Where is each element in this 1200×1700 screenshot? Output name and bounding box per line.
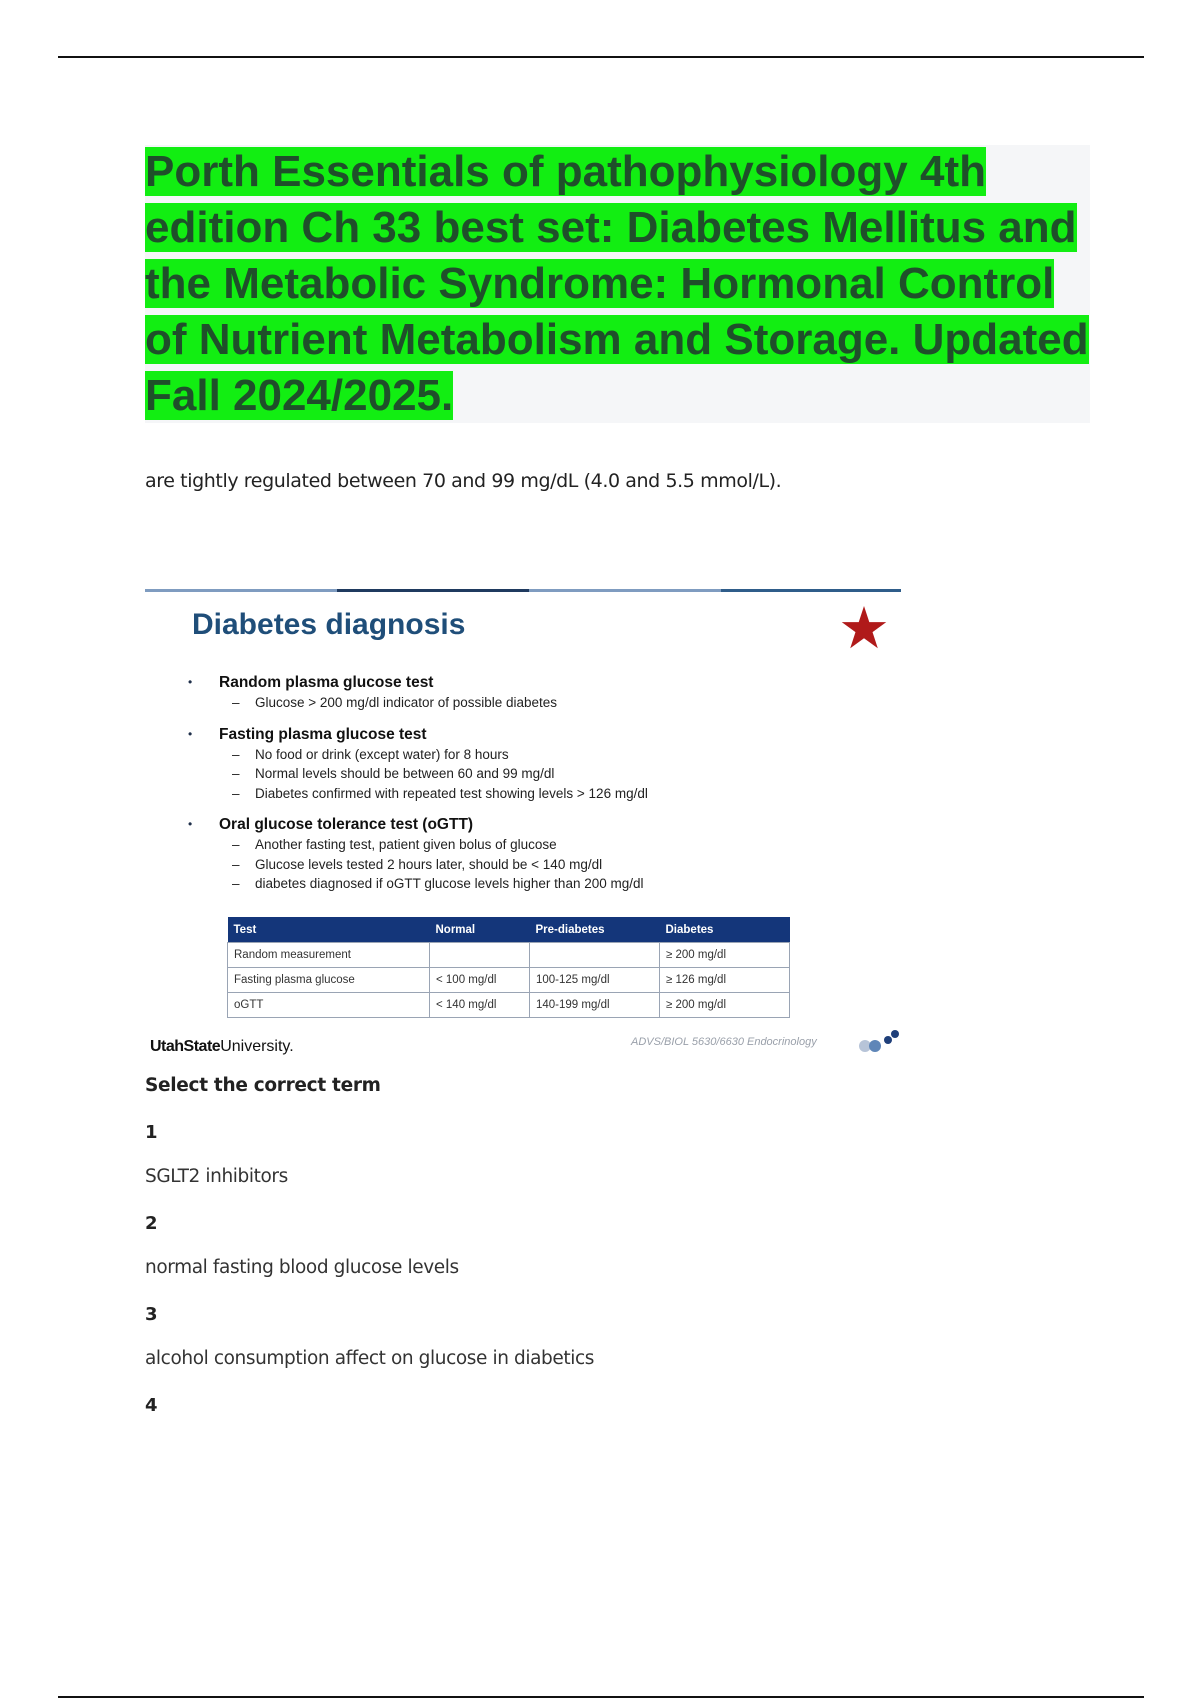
top-rule bbox=[58, 56, 1144, 58]
table-cell: ≥ 126 mg/dl bbox=[660, 968, 790, 993]
table-header: Normal bbox=[430, 917, 530, 943]
table-cell: ≥ 200 mg/dl bbox=[660, 993, 790, 1018]
table-cell: Random measurement bbox=[228, 943, 430, 968]
bullet-heading: Random plasma glucose test bbox=[219, 674, 434, 691]
table-cell: < 140 mg/dl bbox=[430, 993, 530, 1018]
slide-top-bar-segment bbox=[721, 589, 901, 592]
table-header: Diabetes bbox=[660, 917, 790, 943]
dots-logo-icon bbox=[855, 1028, 900, 1058]
bullet-heading: Oral glucose tolerance test (oGTT) bbox=[219, 816, 474, 833]
table-cell: Fasting plasma glucose bbox=[228, 968, 430, 993]
course-footer: ADVS/BIOL 5630/6630 Endocrinology bbox=[631, 1036, 817, 1048]
bottom-rule bbox=[58, 1696, 1144, 1698]
university-logo: UtahStateUniversity. bbox=[150, 1038, 294, 1055]
table-row bbox=[228, 993, 790, 1018]
item-number: 2 bbox=[145, 1213, 158, 1234]
table-row bbox=[228, 943, 790, 968]
table-cell bbox=[530, 943, 660, 968]
table-header: Test bbox=[228, 917, 430, 943]
table-cell: 100-125 mg/dl bbox=[530, 968, 660, 993]
slide-top-bar-segment bbox=[529, 589, 721, 592]
bullet-sub: – Normal levels should be between 60 and 99 mg/dl bbox=[232, 766, 555, 781]
item-text: alcohol consumption affect on glucose in diabetics bbox=[145, 1348, 594, 1369]
item-number: 3 bbox=[145, 1304, 158, 1325]
bullet-sub: – diabetes diagnosed if oGTT glucose levels higher than 200 mg/dl bbox=[232, 876, 644, 891]
bullet-dot-icon: • bbox=[188, 817, 193, 831]
bullet-fasting-test bbox=[188, 725, 852, 804]
bullet-sub: – No food or drink (except water) for 8 hours bbox=[232, 746, 509, 762]
table-cell: 140-199 mg/dl bbox=[530, 993, 660, 1018]
star-icon: ★ bbox=[838, 596, 890, 661]
table-cell: ≥ 200 mg/dl bbox=[660, 943, 790, 968]
slide-bullet-list bbox=[188, 673, 852, 906]
item-text: normal fasting blood glucose levels bbox=[145, 1257, 459, 1278]
document-title: Porth Essentials of pathophysiology 4th edition Ch 33 best set: Diabetes Mellitus and the Metabolic Syndrome: Hormonal Control of Nutrient Metabolism and Storage. Updated Fall 2024/2025. bbox=[145, 147, 1089, 420]
intro-text: are tightly regulated between 70 and 99 mg/dL (4.0 and 5.5 mmol/L). bbox=[145, 470, 782, 492]
bullet-sub: – Diabetes confirmed with repeated test showing levels > 126 mg/dl bbox=[232, 785, 648, 801]
table-cell: oGTT bbox=[228, 993, 430, 1018]
bullet-sub: – Glucose > 200 mg/dl indicator of possible diabetes bbox=[232, 695, 558, 710]
bullet-ogtt bbox=[188, 815, 852, 894]
question-heading: Select the correct term bbox=[145, 1075, 381, 1096]
table-cell bbox=[430, 943, 530, 968]
bullet-sub: – Another fasting test, patient given bolus of glucose bbox=[232, 837, 557, 852]
diagnosis-slide-image bbox=[145, 588, 901, 1058]
table-header: Pre-diabetes bbox=[530, 917, 660, 943]
table-header-row bbox=[228, 917, 790, 943]
table-row bbox=[228, 968, 790, 993]
table-cell: < 100 mg/dl bbox=[430, 968, 530, 993]
bullet-random-test bbox=[188, 673, 852, 713]
slide-top-bar-segment bbox=[145, 589, 337, 592]
diagnosis-table bbox=[227, 917, 790, 1018]
bullet-dot-icon: • bbox=[188, 726, 193, 741]
bullet-sub: – Glucose levels tested 2 hours later, should be < 140 mg/dl bbox=[232, 856, 603, 872]
bullet-dot-icon: • bbox=[188, 675, 193, 689]
item-number: 4 bbox=[145, 1395, 158, 1416]
bullet-heading: Fasting plasma glucose test bbox=[219, 725, 427, 743]
slide-title: Diabetes diagnosis bbox=[192, 608, 466, 641]
item-number: 1 bbox=[145, 1122, 158, 1143]
slide-top-bar-segment bbox=[337, 589, 529, 592]
item-text: SGLT2 inhibitors bbox=[145, 1166, 288, 1187]
